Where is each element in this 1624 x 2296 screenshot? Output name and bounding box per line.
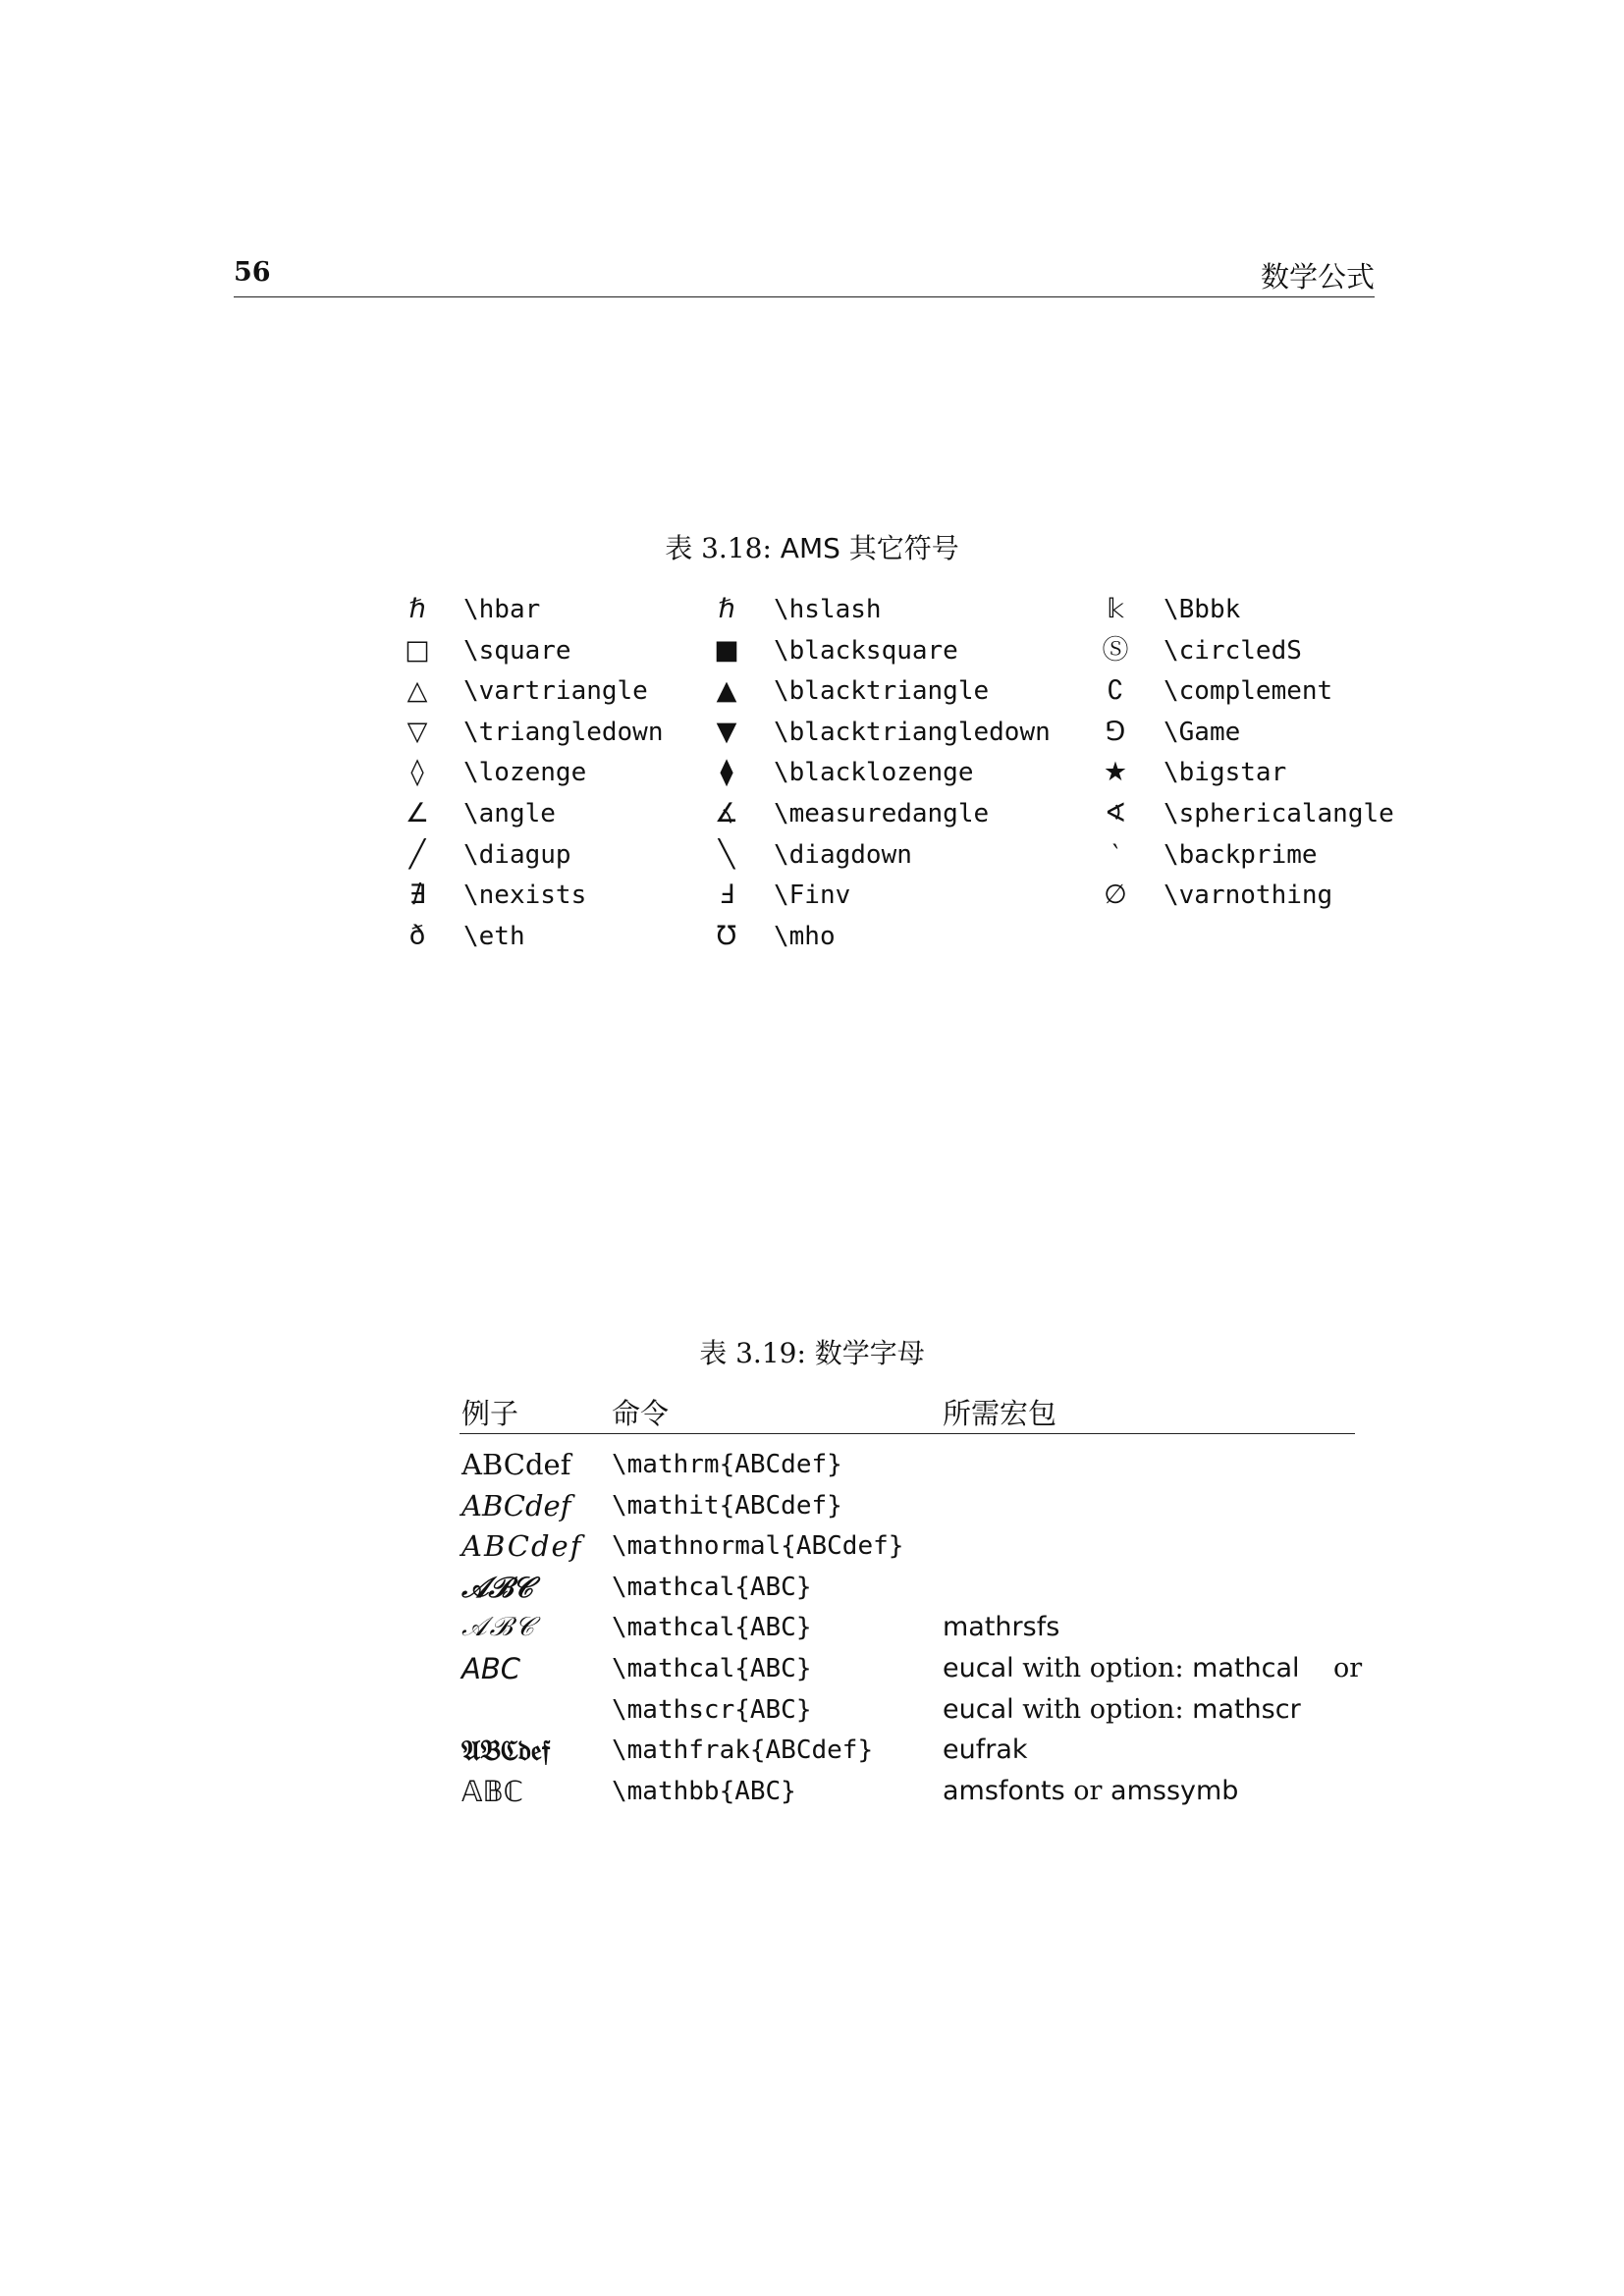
caption-number: 3.18: — [701, 532, 772, 564]
package-cell — [943, 1610, 1059, 1645]
symbol-row — [0, 838, 1624, 880]
symbol-command: \diagup — [463, 839, 571, 870]
symbol-command: \mho — [774, 921, 836, 951]
symbol-glyph: ⧫ — [720, 757, 733, 788]
symbol-command: \angle — [463, 799, 556, 828]
table-row — [460, 1488, 1355, 1529]
symbol-glyph: ∢ — [1104, 798, 1127, 828]
symbol-glyph: ℏ — [408, 594, 426, 624]
command-cell: \mathcal{ABC} — [612, 1654, 812, 1683]
running-header — [234, 253, 1375, 297]
command-cell: \mathfrak{ABCdef} — [612, 1735, 874, 1766]
command-cell: \mathcal{ABC} — [612, 1572, 812, 1602]
header-command: 命令 — [612, 1397, 670, 1430]
example-cell: ABCdef — [461, 1488, 571, 1522]
package-text: or — [1333, 1653, 1363, 1683]
symbol-glyph: ∄ — [408, 880, 426, 911]
package-text: amssymb — [1110, 1775, 1239, 1806]
symbol-glyph: □ — [405, 634, 430, 666]
symbol-command: \vartriangle — [463, 676, 648, 707]
symbol-row — [0, 674, 1624, 716]
symbol-glyph: ∅ — [1104, 880, 1127, 911]
symbol-command: \blacktriangledown — [774, 717, 1051, 747]
caption-prefix: 表 — [665, 532, 693, 564]
symbol-command: \lozenge — [463, 758, 587, 788]
symbol-command: \Finv — [774, 881, 851, 911]
symbol-glyph: △ — [406, 675, 428, 707]
table-row — [460, 1610, 1355, 1651]
symbol-command: \square — [463, 635, 571, 666]
package-text: with option: — [1013, 1693, 1193, 1725]
symbol-row — [0, 797, 1624, 838]
symbol-command: \Bbbk — [1164, 595, 1241, 624]
table-caption-ams-symbols — [0, 527, 1624, 566]
caption-prefix: 表 — [699, 1337, 728, 1369]
symbol-glyph: 𝕜 — [1107, 594, 1124, 624]
table-row — [460, 1570, 1355, 1611]
symbol-glyph: Ⅎ — [719, 880, 734, 911]
package-text: with option: — [1013, 1653, 1193, 1683]
symbol-command: \blacklozenge — [774, 758, 974, 788]
symbol-command: \complement — [1164, 676, 1333, 707]
example-cell: ABCdef — [461, 1448, 571, 1481]
symbol-command: \eth — [463, 921, 525, 951]
symbol-glyph: ∡ — [714, 798, 739, 828]
symbol-command: \Game — [1164, 717, 1241, 747]
symbol-glyph: ▽ — [406, 716, 428, 747]
package-text: mathrsfs — [943, 1612, 1060, 1643]
package-text: mathscr — [1192, 1693, 1301, 1725]
symbol-glyph: ‵ — [1111, 838, 1119, 870]
symbol-row — [0, 634, 1624, 675]
chapter-title: 数学公式 — [1260, 260, 1375, 294]
symbol-glyph: ℧ — [716, 920, 737, 951]
table-row — [460, 1692, 1355, 1734]
symbol-row — [0, 716, 1624, 757]
symbol-glyph: ▼ — [716, 716, 737, 747]
symbol-glyph: ∠ — [405, 798, 430, 828]
example-cell: 𝔄𝔅ℭ𝔡𝔢𝔣 — [461, 1734, 551, 1768]
command-cell: \mathit{ABCdef} — [612, 1490, 842, 1521]
table-row — [460, 1651, 1363, 1692]
symbol-command: \varnothing — [1164, 881, 1333, 911]
symbol-command: \nexists — [463, 881, 587, 911]
caption-text: AMS 其它符号 — [780, 532, 959, 564]
symbol-command: \hbar — [463, 595, 541, 624]
symbol-command: \blacksquare — [774, 635, 958, 666]
table-header-row — [460, 1384, 1355, 1434]
symbol-glyph: ■ — [714, 634, 739, 666]
symbol-glyph: ╲ — [718, 838, 735, 870]
symbol-command: \hslash — [774, 595, 882, 624]
symbol-command: \bigstar — [1164, 758, 1287, 788]
symbol-command: \backprime — [1164, 839, 1318, 870]
symbol-glyph: ◊ — [410, 757, 424, 788]
symbol-glyph: ℏ — [718, 594, 735, 624]
symbol-row — [0, 920, 1624, 961]
page-number: 56 — [234, 257, 271, 288]
symbol-glyph: ∁ — [1107, 675, 1124, 707]
package-text: eufrak — [943, 1735, 1028, 1766]
symbol-glyph: ★ — [1103, 757, 1128, 788]
header-example: 例子 — [461, 1397, 519, 1430]
symbol-glyph: ð — [408, 920, 426, 951]
command-cell: \mathscr{ABC} — [612, 1694, 812, 1725]
command-cell: \mathcal{ABC} — [612, 1613, 812, 1643]
symbol-glyph: ▲ — [716, 675, 737, 707]
symbol-command: \circledS — [1164, 635, 1302, 666]
caption-number: 3.19: — [735, 1337, 806, 1369]
symbol-command: \diagdown — [774, 839, 912, 870]
example-cell: 𝒜ℬ𝒞 — [461, 1570, 533, 1604]
package-text: eucal — [943, 1693, 1014, 1725]
table-row — [460, 1447, 1355, 1488]
command-cell: \mathbb{ABC} — [612, 1776, 796, 1806]
symbol-command: \measuredangle — [774, 799, 990, 828]
symbol-row — [0, 593, 1624, 634]
example-cell: ABCdef — [461, 1529, 583, 1564]
command-cell: \mathrm{ABCdef} — [612, 1450, 842, 1479]
symbol-glyph: ╱ — [408, 838, 426, 870]
table-row — [460, 1528, 1355, 1570]
symbol-command: \triangledown — [463, 717, 664, 747]
package-cell — [943, 1733, 1028, 1768]
table-caption-math-letters — [0, 1332, 1624, 1371]
symbol-command: \sphericalangle — [1164, 799, 1394, 828]
package-cell — [943, 1651, 1363, 1686]
table-row — [460, 1733, 1355, 1774]
header-package: 所需宏包 — [943, 1397, 1057, 1430]
command-cell: \mathnormal{ABCdef} — [612, 1531, 904, 1562]
package-cell — [943, 1692, 1301, 1728]
symbol-row — [0, 756, 1624, 797]
package-cell — [943, 1774, 1238, 1809]
package-text: amsfonts — [943, 1775, 1065, 1806]
symbol-row — [0, 879, 1624, 920]
example-cell: ABC — [461, 1652, 520, 1685]
package-text: or — [1064, 1775, 1111, 1806]
caption-text: 数学字母 — [814, 1337, 925, 1369]
package-text: mathcal — [1192, 1653, 1300, 1683]
symbol-command: \blacktriangle — [774, 676, 990, 707]
symbol-glyph: Ⓢ — [1102, 634, 1129, 666]
package-text: eucal — [943, 1653, 1014, 1683]
table-row — [460, 1774, 1355, 1815]
symbol-glyph: ⅁ — [1105, 716, 1126, 747]
example-cell: 𝒜ℬ𝒞 — [461, 1612, 537, 1643]
example-cell: 𝔸𝔹ℂ — [461, 1774, 523, 1808]
